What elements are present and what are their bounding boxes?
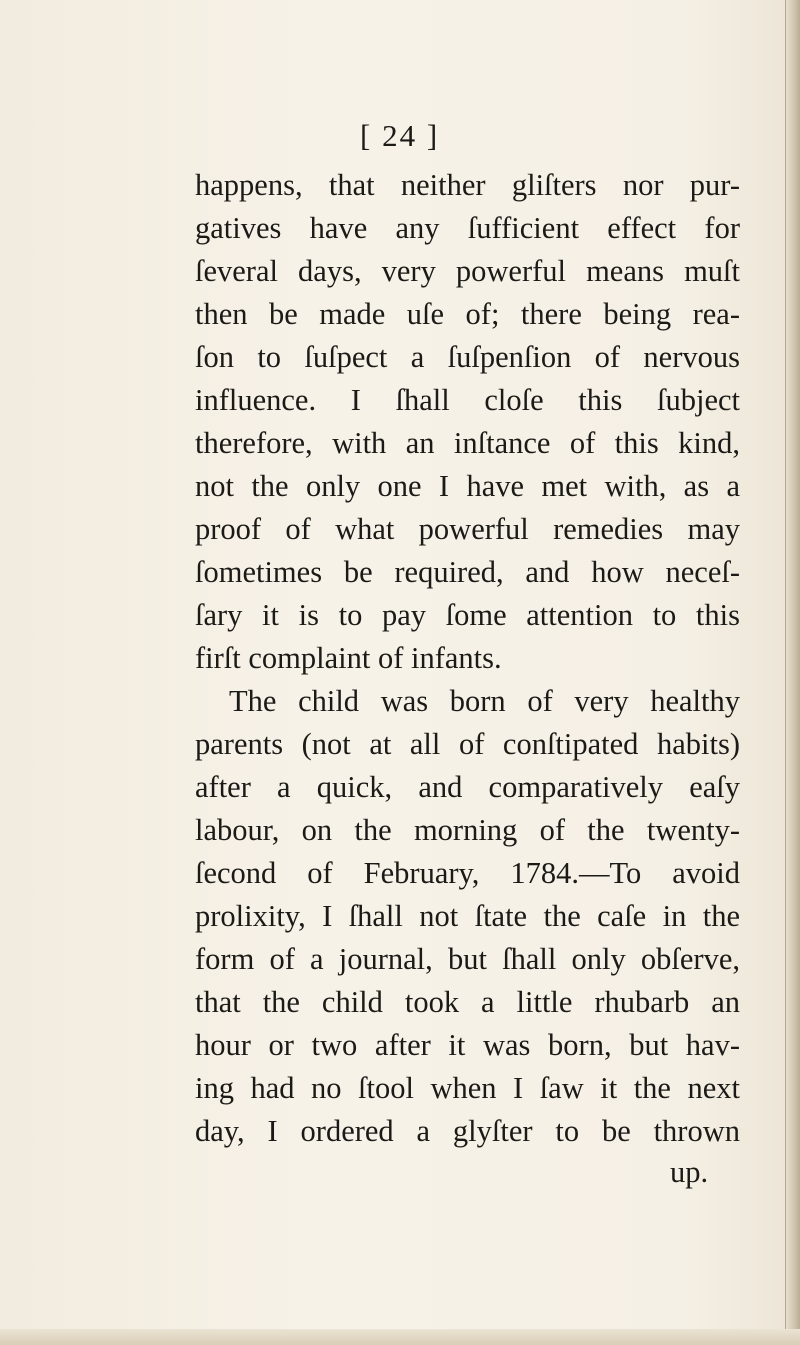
text-line: form of a journal, but ſhall only obſerve, <box>195 942 740 976</box>
text-line: day, I ordered a glyſter to be thrown <box>195 1114 740 1148</box>
catchword: up. <box>670 1155 709 1189</box>
text-line: happens, that neither gliſters nor pur- <box>195 168 740 202</box>
page-number: [ 24 ] <box>360 118 440 153</box>
text-line: labour, on the morning of the twenty- <box>195 813 740 847</box>
text-line: gatives have any ſufficient effect for <box>195 211 740 245</box>
text-line: not the only one I have met with, as a <box>195 469 740 503</box>
text-line: that the child took a little rhubarb an <box>195 985 740 1019</box>
text-line: The child was born of very healthy <box>229 684 740 718</box>
text-line: ſometimes be required, and how neceſ- <box>195 555 740 589</box>
text-line: ing had no ſtool when I ſaw it the next <box>195 1071 740 1105</box>
text-line: then be made uſe of; there being rea- <box>195 297 740 331</box>
text-line: ſecond of February, 1784.—To avoid <box>195 856 740 890</box>
text-line: therefore, with an inſtance of this kind, <box>195 426 740 460</box>
text-line: ſeveral days, very powerful means muſt <box>195 254 740 288</box>
text-line: ſon to ſuſpect a ſuſpenſion of nervous <box>195 340 740 374</box>
text-line: parents (not at all of conſtipated habits) <box>195 727 740 761</box>
text-line: ſary it is to pay ſome attention to this <box>195 598 740 632</box>
text-line: prolixity, I ſhall not ſtate the caſe in the <box>195 899 740 933</box>
text-line: firſt complaint of infants. <box>195 641 502 675</box>
text-line: hour or two after it was born, but hav- <box>195 1028 740 1062</box>
text-line: influence. I ſhall cloſe this ſubject <box>195 383 740 417</box>
text-line: after a quick, and comparatively eaſy <box>195 770 740 804</box>
text-line: proof of what powerful remedies may <box>195 512 740 546</box>
